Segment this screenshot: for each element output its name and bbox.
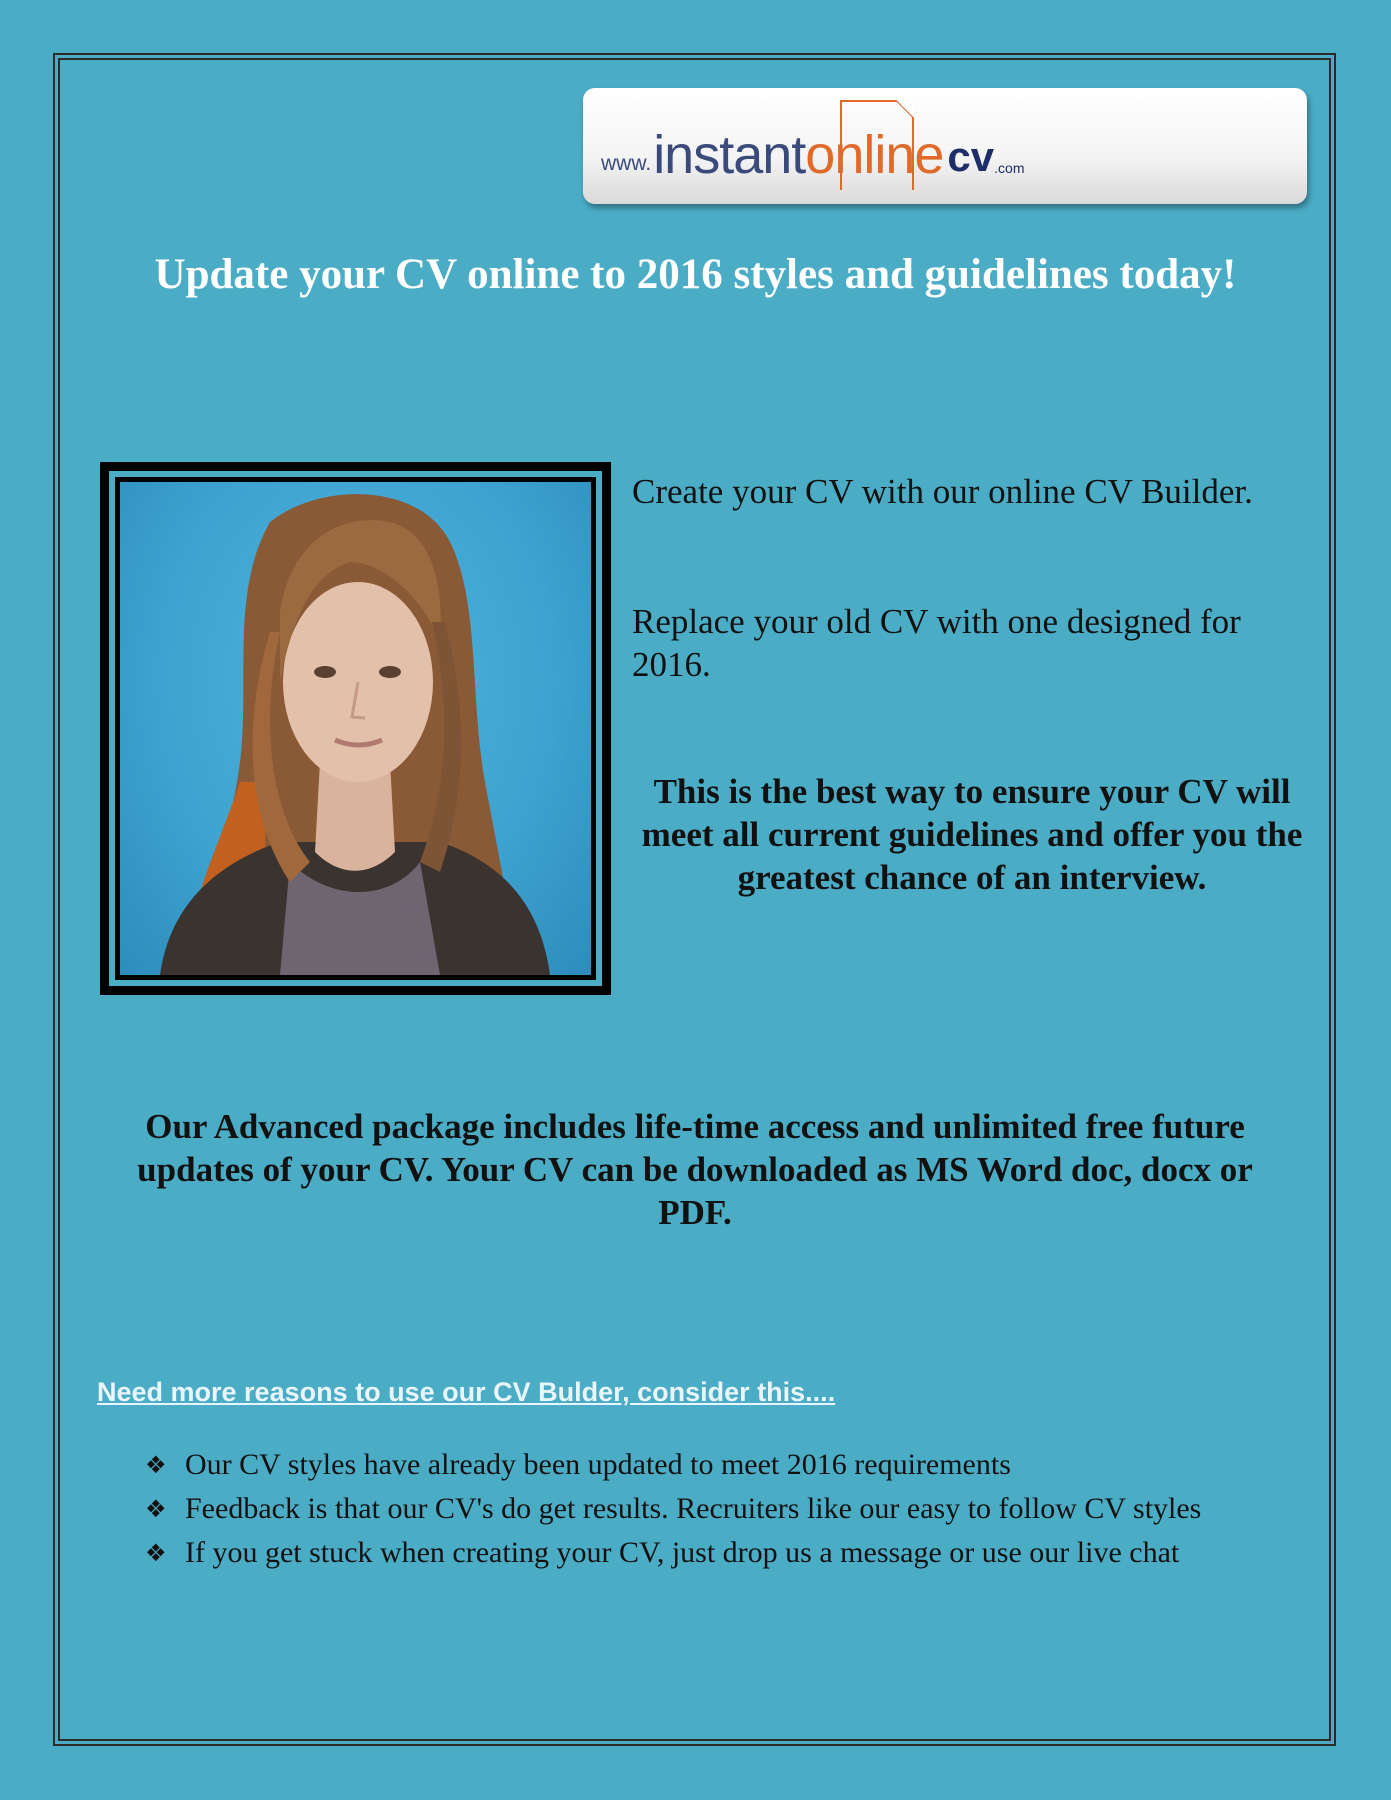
reasons-heading: Need more reasons to use our CV Bulder, consider this....: [97, 1377, 836, 1407]
logo-instant: instant: [653, 125, 806, 185]
reasons-list: [145, 1443, 1275, 1575]
best-way-text: This is the best way to ensure your CV will meet all current guidelines and offer you the greatest chance of an interview.: [641, 772, 1303, 897]
list-item-text: If you get stuck when creating your CV, just drop us a message or use our live chat: [185, 1536, 1180, 1569]
diamond-bullet-icon: ❖: [145, 1451, 167, 1479]
logo-com: .com: [994, 160, 1025, 176]
replace-cv-text: Replace your old CV with one designed for 2016.: [632, 602, 1241, 684]
advanced-package-text: Our Advanced package includes life-time access and unlimited free future updates of your CV. Your CV can be downloaded as MS Word doc, docx or PDF.: [137, 1107, 1253, 1232]
portrait-photo: [120, 482, 591, 975]
list-item: [145, 1487, 1275, 1531]
instantonlinecv-logo[interactable]: [583, 88, 1307, 204]
portrait-photo-frame: [100, 462, 611, 995]
diamond-bullet-icon: ❖: [145, 1495, 167, 1523]
logo-www: www.: [601, 152, 652, 175]
page-headline: Update your CV online to 2016 styles and guidelines today!: [154, 251, 1237, 298]
create-cv-text: Create your CV with our online CV Builder.: [632, 472, 1253, 511]
list-item: [145, 1531, 1275, 1575]
diamond-bullet-icon: ❖: [145, 1539, 167, 1567]
list-item-text: Feedback is that our CV's do get results. Recruiters like our easy to follow CV styles: [185, 1492, 1202, 1525]
logo-cv: cv: [947, 133, 995, 180]
list-item-text: Our CV styles have already been updated to meet 2016 requirements: [185, 1448, 1011, 1481]
list-item: [145, 1443, 1275, 1487]
logo-online: online: [805, 125, 944, 185]
